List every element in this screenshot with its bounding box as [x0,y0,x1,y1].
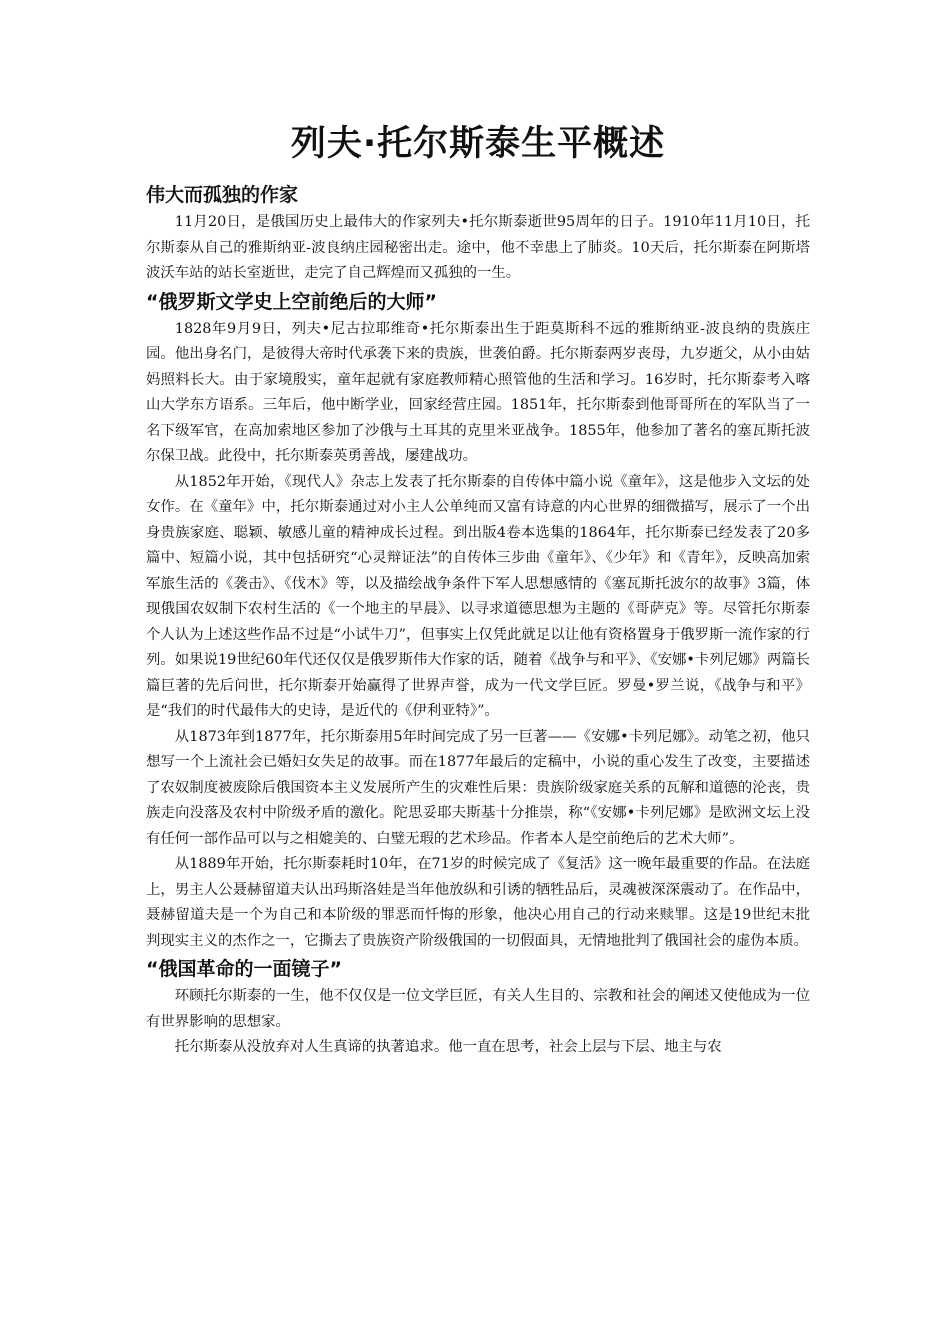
section-heading: “俄国革命的一面镜子” [146,958,342,980]
paragraph: 从1873年到1877年，托尔斯泰用5年时间完成了另一巨著——《安娜•卡列尼娜》。动笔之初，他只想写一个上流社会已婚妇女失足的故事。而在1877年最后的定稿中，小说的重心发生了改变，主要描述了农奴制度被废除后俄国资本主义发展所产生的灾难性后果：贵族阶级家庭关系的瓦解和道德的沦丧，贵族走向没落及农村中阶级矛盾的激化。陀思妥耶夫斯基十分推崇，称“《安娜•卡列尼娜》是欧洲文坛上没有任何一部作品可以与之相媲美的、白璧无瑕的艺术珍品。作者本人是空前绝后的艺术大师”。 [146,728,810,847]
document-page [146,118,810,1061]
paragraph: 1828年9月9日，列夫•尼古拉耶维奇•托尔斯泰出生于距莫斯科不远的雅斯纳亚-波良纳的贵族庄园。他出身名门，是彼得大帝时代承袭下来的贵族，世袭伯爵。托尔斯泰两岁丧母，九岁逝父，从小由姑妈照料长大。由于家境殷实，童年起就有家庭教师精心照管他的生活和学习。16岁时，托尔斯泰考入喀山大学东方语系。三年后，他中断学业，回家经营庄园。1851年，托尔斯泰到他哥哥所在的军队当了一名下级军官，在高加索地区参加了沙俄与土耳其的克里米亚战争。1855年，他参加了著名的塞瓦斯托波尔保卫战。此役中，托尔斯泰英勇善战，屡建战功。 [146,320,810,464]
paragraph: 从1889年开始，托尔斯泰耗时10年，在71岁的时候完成了《复活》这一晚年最重要的作品。在法庭上，男主人公聂赫留道夫认出玛斯洛娃是当年他放纵和引诱的牺牲品后，灵魂被深深震动了。在作品中，聂赫留道夫是一个为自己和本阶级的罪恶而忏悔的形象，他决心用自己的行动来赎罪。这是19世纪末批判现实主义的杰作之一，它撕去了贵族资产阶级俄国的一切假面具，无情地批判了俄国社会的虚伪本质。 [146,856,810,949]
paragraph: 环顾托尔斯泰的一生，他不仅仅是一位文学巨匠，有关人生目的、宗教和社会的阐述又使他成为一位有世界影响的思想家。 [146,988,810,1030]
section-heading: 伟大而孤独的作家 [146,184,299,206]
section-mirror-of-revolution [146,954,810,1061]
document-title: 列夫·托尔斯泰生平概述 [290,124,666,164]
section-unprecedented-master [146,287,810,955]
paragraph: 11月20日，是俄国历史上最伟大的作家列夫•托尔斯泰逝世95周年的日子。1910年11月10日，托尔斯泰从自己的雅斯纳亚-波良纳庄园秘密出走。途中，他不幸患上了肺炎。10天后，托尔斯泰在阿斯塔波沃车站的站长室逝世，走完了自己辉煌而又孤独的一生。 [146,214,810,281]
paragraph: 托尔斯泰从没放弃对人生真谛的执著追求。他一直在思考，社会上层与下层、地主与农 [174,1039,722,1055]
paragraph: 从1852年开始，《现代人》杂志上发表了托尔斯泰的自传体中篇小说《童年》，这是他步入文坛的处女作。在《童年》中，托尔斯泰通过对小主人公单纯而又富有诗意的内心世界的细微描写，展示了一个出身贵族家庭、聪颖、敏感儿童的精神成长过程。到出版4卷本选集的1864年，托尔斯泰已经发表了20多篇中、短篇小说，其中包括研究“心灵辩证法”的自传体三步曲《童年》、《少年》和《青年》，反映高加索军旅生活的《袭击》、《伐木》等，以及描绘战争条件下军人思想感情的《塞瓦斯托波尔的故事》3篇，体现俄国农奴制下农村生活的《一个地主的早晨》、以寻求道德思想为主题的《哥萨克》等。尽管托尔斯泰个人认为上述这些作品不过是“小试牛刀”，但事实上仅凭此就足以让他有资格置身于俄罗斯一流作家的行列。如果说19世纪60年代还仅仅是俄罗斯伟大作家的话，随着《战争与和平》、《安娜•卡列尼娜》两篇长篇巨著的先后问世，托尔斯泰开始赢得了世界声誉，成为一代文学巨匠。罗曼•罗兰说，《战争与和平》是“我们的时代最伟大的史诗，是近代的《伊利亚特》”。 [146,473,810,719]
section-great-lonely-writer [146,180,810,287]
section-heading: “俄罗斯文学史上空前绝后的大师” [146,290,437,313]
